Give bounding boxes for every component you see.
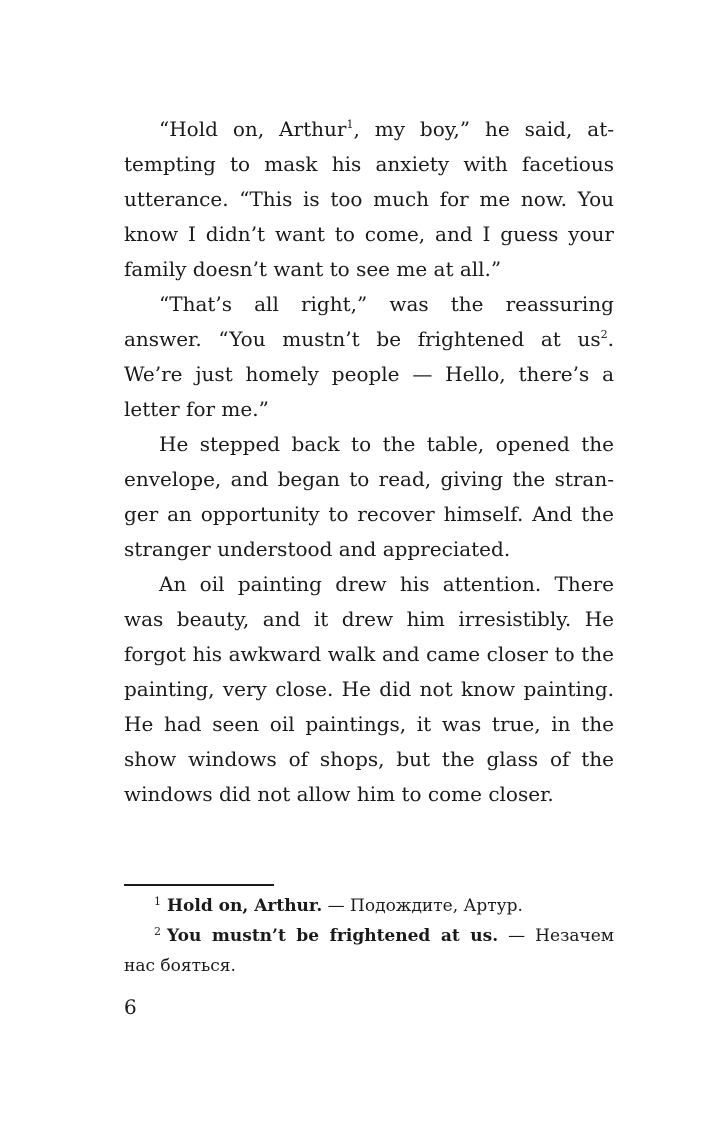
main-text xyxy=(124,112,614,812)
paragraph-1 xyxy=(124,112,614,287)
footnote-translation: — Незачем нас бояться. xyxy=(124,926,615,976)
footnote-translation: — Подождите, Артур. xyxy=(322,896,523,916)
text-run: , my boy,” he said, attempting to mask his anxiety with facetious utterance. “This is too much for me now. You know I didn’t want to come, and I guess your family doesn’t want to see me at all.” xyxy=(124,117,615,281)
footnote-ref-2: 2 xyxy=(600,328,608,341)
footnote-ref-1: 1 xyxy=(346,118,354,131)
footnote-divider xyxy=(124,884,274,886)
paragraph-2 xyxy=(124,287,614,427)
footnote-2 xyxy=(124,921,614,981)
text-run: . We’re just homely people — Hello, there’s a letter for me.” xyxy=(124,327,614,421)
paragraph-3 xyxy=(124,427,614,567)
footnotes xyxy=(124,891,614,981)
page-number: 6 xyxy=(124,995,137,1019)
footnote-number: 2 xyxy=(154,925,161,938)
text-run: An oil painting drew his attention. There was beauty, and it drew him irresistibly. He forgot his awkward walk and came closer to the painting, very close. He did not know painting. He had seen oil paintings, it was true, in the show windows of shops, but the glass of the windows did not allow him to come closer. xyxy=(124,572,614,806)
footnote-number: 1 xyxy=(154,895,161,908)
text-run: He stepped back to the table, opened the envelope, and began to read, giving the stranger an opportunity to recover himself. And the stranger understood and appreciated. xyxy=(124,432,614,561)
footnote-term: Hold on, Arthur. xyxy=(167,896,323,916)
footnote-1 xyxy=(124,891,614,921)
paragraph-4 xyxy=(124,567,614,812)
text-run: “That’s all right,” was the reassuring answer. “You mustn’t be frightened at us xyxy=(124,292,614,351)
text-run: “Hold on, Arthur xyxy=(159,117,347,141)
footnote-term: You mustn’t be frightened at us. xyxy=(167,926,499,946)
